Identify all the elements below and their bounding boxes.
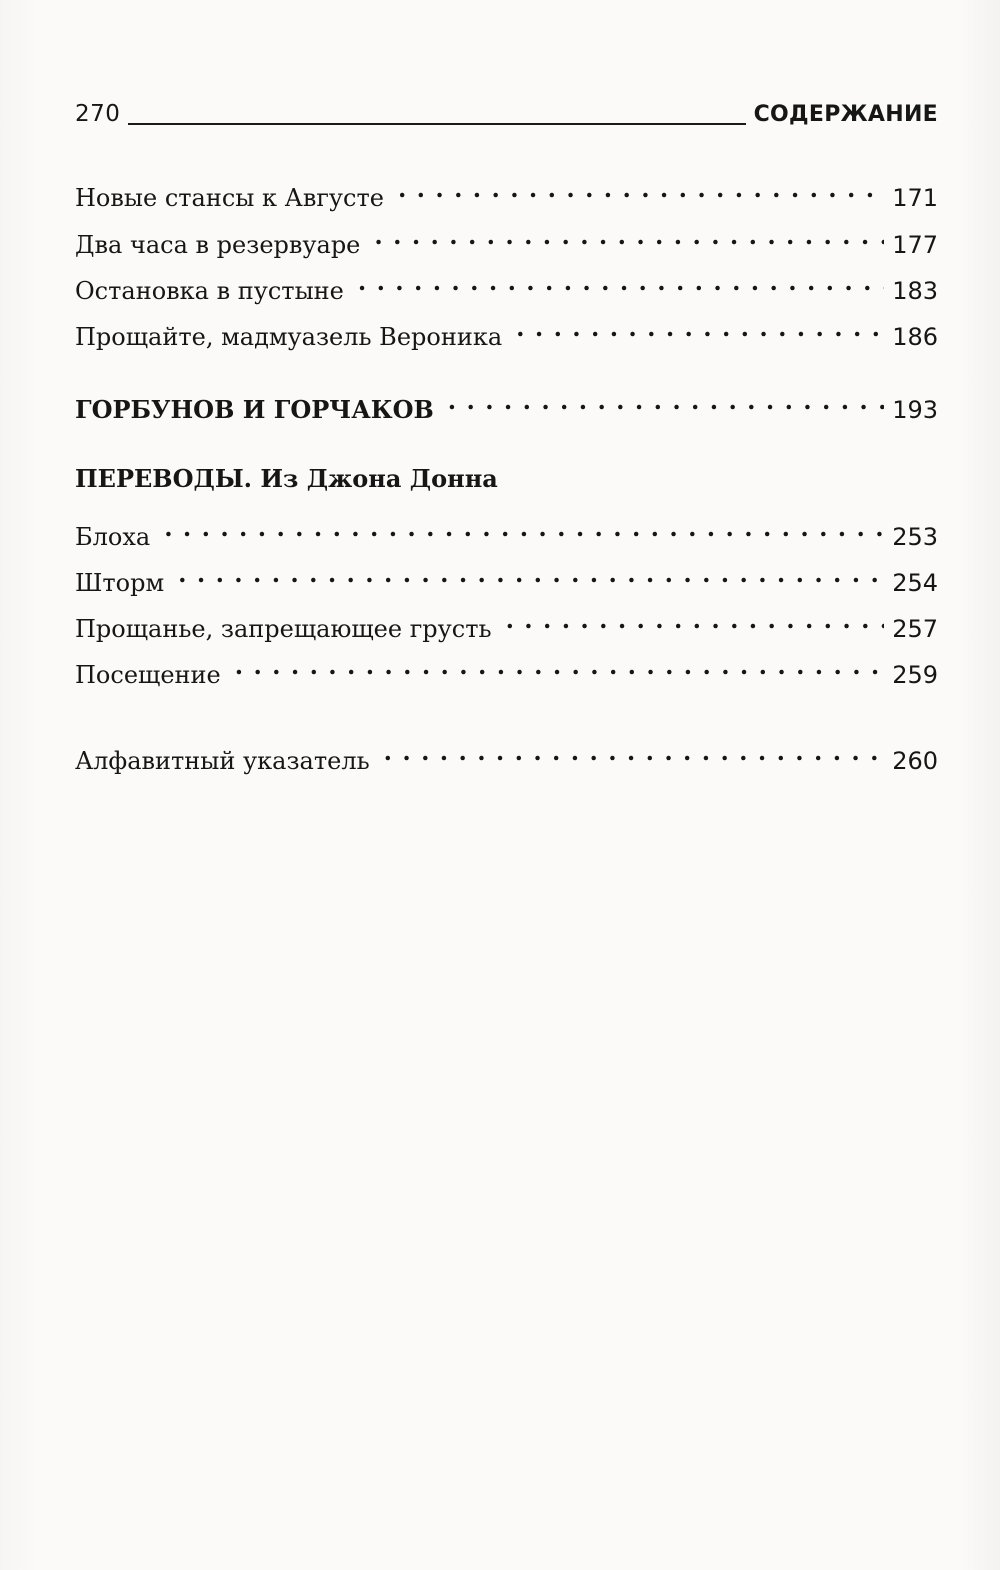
section-title: СОДЕРЖАНИЕ: [753, 102, 938, 127]
dot-leader: [516, 311, 884, 345]
toc-entry[interactable]: [75, 511, 938, 551]
toc-entry-title: Два часа в резервуаре: [75, 231, 361, 259]
toc-entry-title: Блоха: [75, 523, 151, 551]
toc-entry-title: Прощайте, мадмуазель Вероника: [75, 323, 503, 351]
dot-leader: [374, 219, 884, 253]
translations-heading: ПЕРЕВОДЫ. Из Джона Донна: [75, 464, 498, 493]
dot-leader: [178, 557, 884, 591]
toc-entry[interactable]: [75, 219, 938, 259]
toc-entry-page: 186: [892, 323, 938, 351]
dot-leader: [506, 603, 885, 637]
toc-entry-title: Новые стансы к Августе: [75, 184, 384, 212]
toc-entry-title: Прощанье, запрещающее грусть: [75, 615, 492, 643]
dot-leader: [384, 735, 885, 769]
toc-entry[interactable]: [75, 649, 938, 689]
toc-entry-title: Алфавитный указатель: [75, 747, 370, 775]
toc-entry[interactable]: [75, 172, 938, 212]
toc-entry-index[interactable]: [75, 735, 938, 775]
toc-entry-page: 257: [892, 615, 938, 643]
toc-entry-page: 171: [892, 184, 938, 212]
toc-entry-title: Шторм: [75, 569, 165, 597]
toc-entry-page: 183: [892, 277, 938, 305]
toc-entry-page: 254: [892, 569, 938, 597]
dot-leader: [448, 384, 884, 418]
toc-entry[interactable]: [75, 311, 938, 351]
toc-entry[interactable]: [75, 265, 938, 305]
toc-entry-page: 259: [892, 661, 938, 689]
dot-leader: [235, 649, 884, 683]
toc-entry-page: 260: [892, 747, 938, 775]
dot-leader: [358, 265, 884, 299]
dot-leader: [164, 511, 884, 545]
toc-entry-page: 193: [892, 396, 938, 424]
page-number: 270: [75, 101, 121, 127]
toc-entry[interactable]: [75, 557, 938, 597]
running-header: [75, 96, 938, 130]
toc-entry-title: ГОРБУНОВ И ГОРЧАКОВ: [75, 395, 434, 424]
toc-entry-gorbunov[interactable]: [75, 384, 938, 424]
header-rule: [128, 123, 745, 125]
toc-entry-title: Посещение: [75, 661, 221, 689]
dot-leader: [398, 172, 884, 206]
toc-entry-page: 177: [892, 231, 938, 259]
toc-entry[interactable]: [75, 603, 938, 643]
toc-entry-title: Остановка в пустыне: [75, 277, 344, 305]
toc-entry-page: 253: [892, 523, 938, 551]
